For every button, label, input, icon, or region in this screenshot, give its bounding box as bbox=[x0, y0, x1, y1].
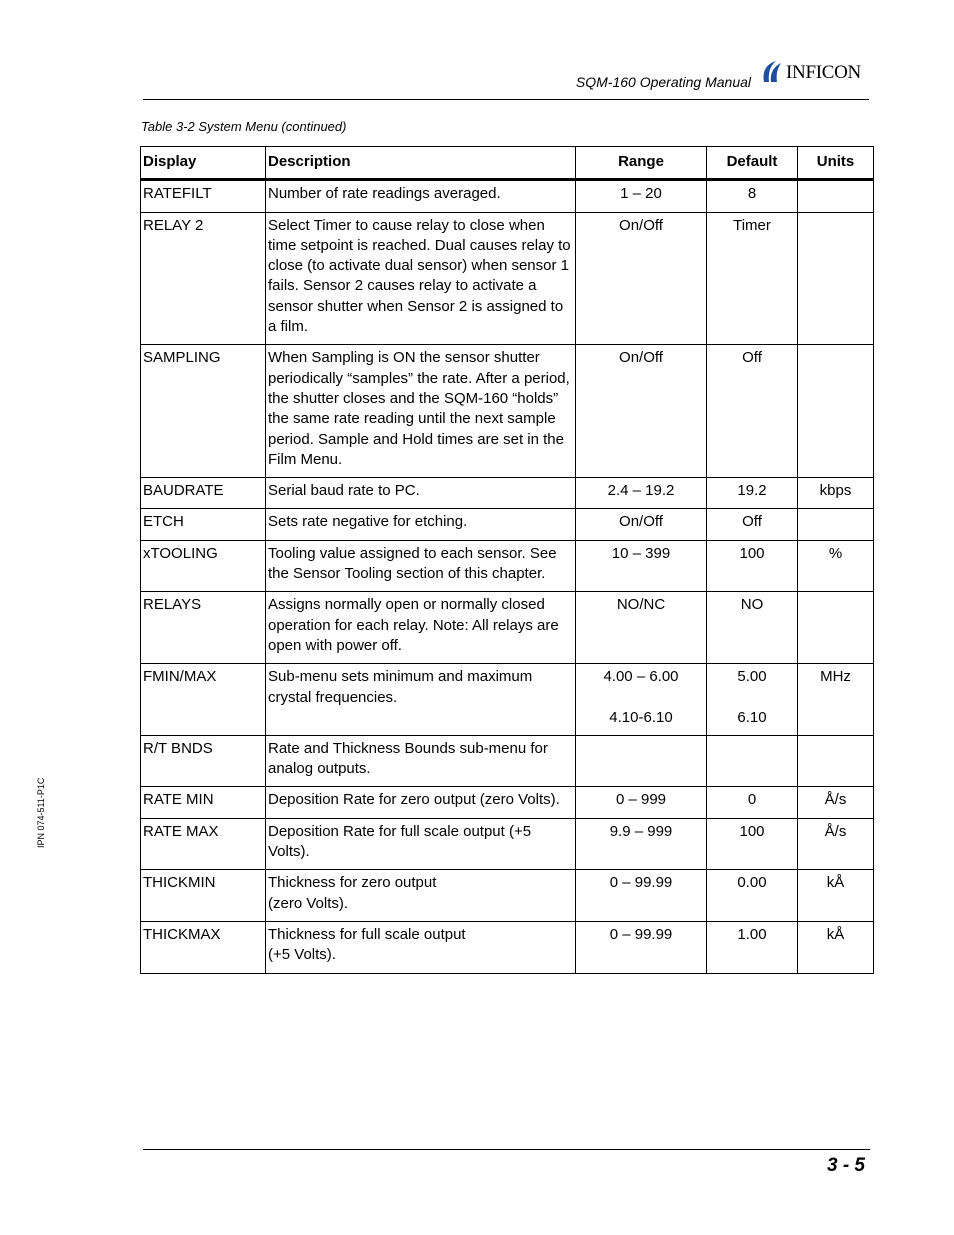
cell-units: Å/s bbox=[798, 787, 874, 818]
cell-default bbox=[707, 735, 798, 787]
system-menu-table bbox=[140, 146, 874, 974]
table-row bbox=[141, 180, 874, 212]
header-description: Description bbox=[266, 147, 576, 180]
table-row bbox=[141, 540, 874, 592]
logo-text: INFICON bbox=[786, 62, 861, 83]
cell-display: THICKMAX bbox=[141, 921, 266, 973]
cell-default: 0.00 bbox=[707, 870, 798, 922]
cell-description: Tooling value assigned to each sensor. See the Sensor Tooling section of this chapter. bbox=[266, 540, 576, 592]
cell-display: SAMPLING bbox=[141, 345, 266, 478]
cell-display: RATE MIN bbox=[141, 787, 266, 818]
table-row bbox=[141, 787, 874, 818]
cell-range bbox=[576, 735, 707, 787]
table-row bbox=[141, 592, 874, 664]
description-line-1: Thickness for zero output bbox=[268, 874, 437, 892]
cell-default bbox=[707, 664, 798, 736]
cell-range bbox=[576, 664, 707, 736]
cell-display: RATEFILT bbox=[141, 180, 266, 212]
description-line-2: (zero Volts). bbox=[268, 894, 349, 912]
cell-description: Sets rate negative for etching. bbox=[266, 509, 576, 540]
cell-description: Serial baud rate to PC. bbox=[266, 478, 576, 509]
footer-rule bbox=[143, 1149, 870, 1150]
table-caption: Table 3-2 System Menu (continued) bbox=[141, 119, 347, 134]
document-part-number: IPN 074-511-P1C bbox=[36, 777, 46, 848]
cell-range: 0 – 999 bbox=[576, 787, 707, 818]
table-row bbox=[141, 664, 874, 736]
cell-units: % bbox=[798, 540, 874, 592]
header-units: Units bbox=[798, 147, 874, 180]
description-line-1: Thickness for full scale output bbox=[268, 925, 466, 943]
table-row bbox=[141, 345, 874, 478]
manual-title: SQM-160 Operating Manual bbox=[575, 74, 751, 90]
cell-default: 100 bbox=[707, 540, 798, 592]
cell-units: MHz bbox=[798, 664, 874, 736]
table-row bbox=[141, 509, 874, 540]
cell-description: Rate and Thickness Bounds sub-menu for analog outputs. bbox=[266, 735, 576, 787]
cell-display: RELAYS bbox=[141, 592, 266, 664]
default-value-min: 5.00 bbox=[737, 668, 767, 686]
cell-description: Select Timer to cause relay to close when time setpoint is reached. Dual causes relay to close (to activate dual sensor) when sensor 1 fails. Sensor 2 causes relay to activate a sensor shutter when Sensor 2 is assigned to a film. bbox=[266, 212, 576, 345]
cell-units bbox=[798, 592, 874, 664]
cell-default: 1.00 bbox=[707, 921, 798, 973]
cell-units bbox=[798, 212, 874, 345]
default-value-max: 6.10 bbox=[737, 708, 767, 726]
cell-units bbox=[798, 735, 874, 787]
table-row bbox=[141, 818, 874, 870]
header-display: Display bbox=[141, 147, 266, 180]
range-value-min: 4.00 – 6.00 bbox=[603, 668, 679, 686]
cell-range: 2.4 – 19.2 bbox=[576, 478, 707, 509]
table-row bbox=[141, 478, 874, 509]
table-row bbox=[141, 921, 874, 973]
header-default: Default bbox=[707, 147, 798, 180]
header-rule bbox=[143, 99, 869, 100]
table-header-row bbox=[141, 147, 874, 180]
cell-default: 100 bbox=[707, 818, 798, 870]
page-number: 3 - 5 bbox=[826, 1155, 865, 1176]
inficon-logo bbox=[760, 58, 861, 84]
header-range: Range bbox=[576, 147, 707, 180]
cell-units bbox=[798, 345, 874, 478]
cell-range: On/Off bbox=[576, 212, 707, 345]
cell-range: 0 – 99.99 bbox=[576, 870, 707, 922]
cell-units bbox=[798, 509, 874, 540]
range-value-max: 4.10-6.10 bbox=[609, 708, 673, 726]
cell-units bbox=[798, 180, 874, 212]
cell-default: Timer bbox=[707, 212, 798, 345]
cell-description: Number of rate readings averaged. bbox=[266, 180, 576, 212]
cell-default: Off bbox=[707, 509, 798, 540]
cell-default: 0 bbox=[707, 787, 798, 818]
logo-mark-icon bbox=[760, 60, 782, 84]
cell-units: kÅ bbox=[798, 870, 874, 922]
cell-display: ETCH bbox=[141, 509, 266, 540]
cell-default: NO bbox=[707, 592, 798, 664]
cell-default: 19.2 bbox=[707, 478, 798, 509]
cell-units: kÅ bbox=[798, 921, 874, 973]
cell-description: Assigns normally open or normally closed operation for each relay. Note: All relays are open with power off. bbox=[266, 592, 576, 664]
cell-units: Å/s bbox=[798, 818, 874, 870]
cell-default: 8 bbox=[707, 180, 798, 212]
cell-range: On/Off bbox=[576, 509, 707, 540]
table-row bbox=[141, 212, 874, 345]
cell-display: FMIN/MAX bbox=[141, 664, 266, 736]
cell-range: NO/NC bbox=[576, 592, 707, 664]
cell-default: Off bbox=[707, 345, 798, 478]
cell-display: xTOOLING bbox=[141, 540, 266, 592]
cell-range: 0 – 99.99 bbox=[576, 921, 707, 973]
cell-display: RATE MAX bbox=[141, 818, 266, 870]
cell-range: 1 – 20 bbox=[576, 180, 707, 212]
cell-display: THICKMIN bbox=[141, 870, 266, 922]
cell-display: RELAY 2 bbox=[141, 212, 266, 345]
cell-range: 10 – 399 bbox=[576, 540, 707, 592]
cell-description: When Sampling is ON the sensor shutter periodically “samples” the rate. After a period, the shutter closes and the SQM-160 “holds” the same rate reading until the next sample period. Sample and Hold times are set in the Film Menu. bbox=[266, 345, 576, 478]
cell-description: Deposition Rate for zero output (zero Volts). bbox=[266, 787, 576, 818]
cell-units: kbps bbox=[798, 478, 874, 509]
cell-description: Deposition Rate for full scale output (+5 Volts). bbox=[266, 818, 576, 870]
cell-range: On/Off bbox=[576, 345, 707, 478]
description-line-2: (+5 Volts). bbox=[268, 946, 336, 964]
table-row bbox=[141, 735, 874, 787]
cell-description bbox=[266, 921, 576, 973]
cell-display: R/T BNDS bbox=[141, 735, 266, 787]
table-row bbox=[141, 870, 874, 922]
cell-description bbox=[266, 870, 576, 922]
cell-range: 9.9 – 999 bbox=[576, 818, 707, 870]
cell-display: BAUDRATE bbox=[141, 478, 266, 509]
cell-description: Sub-menu sets minimum and maximum crystal frequencies. bbox=[266, 664, 576, 736]
